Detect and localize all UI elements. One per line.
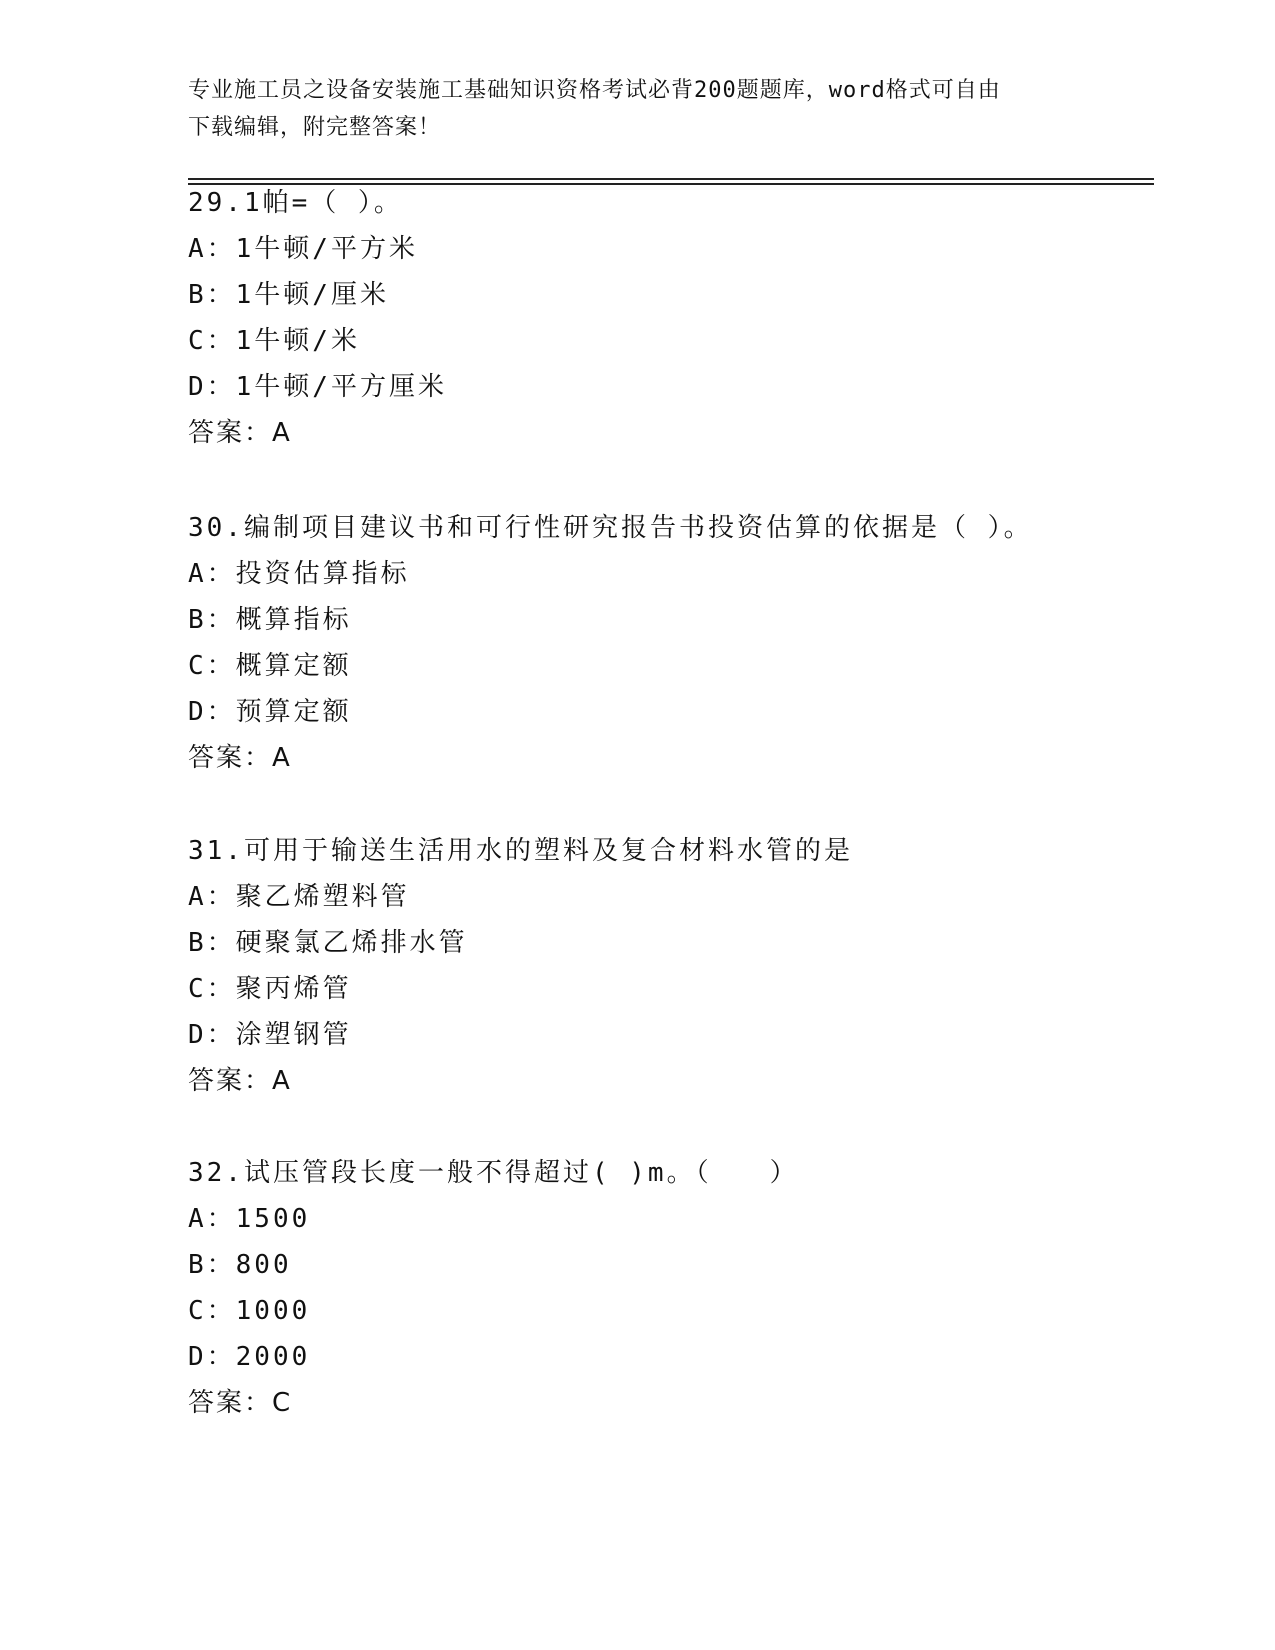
option-c: C：聚丙烯管 [188,974,352,1004]
question-stem: 29.1帕=（ ）。 [188,188,403,218]
header-title-line-2: 下载编辑，附完整答案！ [188,115,442,140]
option-c: C：1牛顿/米 [188,326,360,356]
option-b: B：800 [188,1250,292,1280]
option-d: D：涂塑钢管 [188,1020,352,1050]
option-a: A：1牛顿/平方米 [188,234,418,264]
option-a: A：聚乙烯塑料管 [188,882,410,912]
option-a: A：1500 [188,1204,311,1234]
question-29 [188,180,1148,456]
question-stem: 31.可用于输送生活用水的塑料及复合材料水管的是 [188,836,853,866]
question-stem: 30.编制项目建议书和可行性研究报告书投资估算的依据是（ ）。 [188,513,1033,543]
answer: 答案：A [188,418,292,448]
option-b: B：硬聚氯乙烯排水管 [188,928,468,958]
option-a: A：投资估算指标 [188,559,410,589]
option-c: C：1000 [188,1296,311,1326]
answer: 答案：A [188,743,292,773]
answer: 答案：A [188,1066,292,1096]
option-b: B：概算指标 [188,605,352,635]
header-title-line-1: 专业施工员之设备安装施工基础知识资格考试必背200题题库，word格式可自由 [188,78,1001,103]
answer: 答案：C [188,1388,293,1418]
document-header [188,72,1088,146]
option-d: D：预算定额 [188,697,352,727]
option-c: C：概算定额 [188,651,352,681]
question-30 [188,505,1148,781]
option-b: B：1牛顿/厘米 [188,280,389,310]
question-31 [188,828,1148,1104]
question-32 [188,1150,1148,1426]
question-stem: 32.试压管段长度一般不得超过( )m。（ ） [188,1158,799,1188]
option-d: D：2000 [188,1342,311,1372]
option-d: D：1牛顿/平方厘米 [188,372,447,402]
